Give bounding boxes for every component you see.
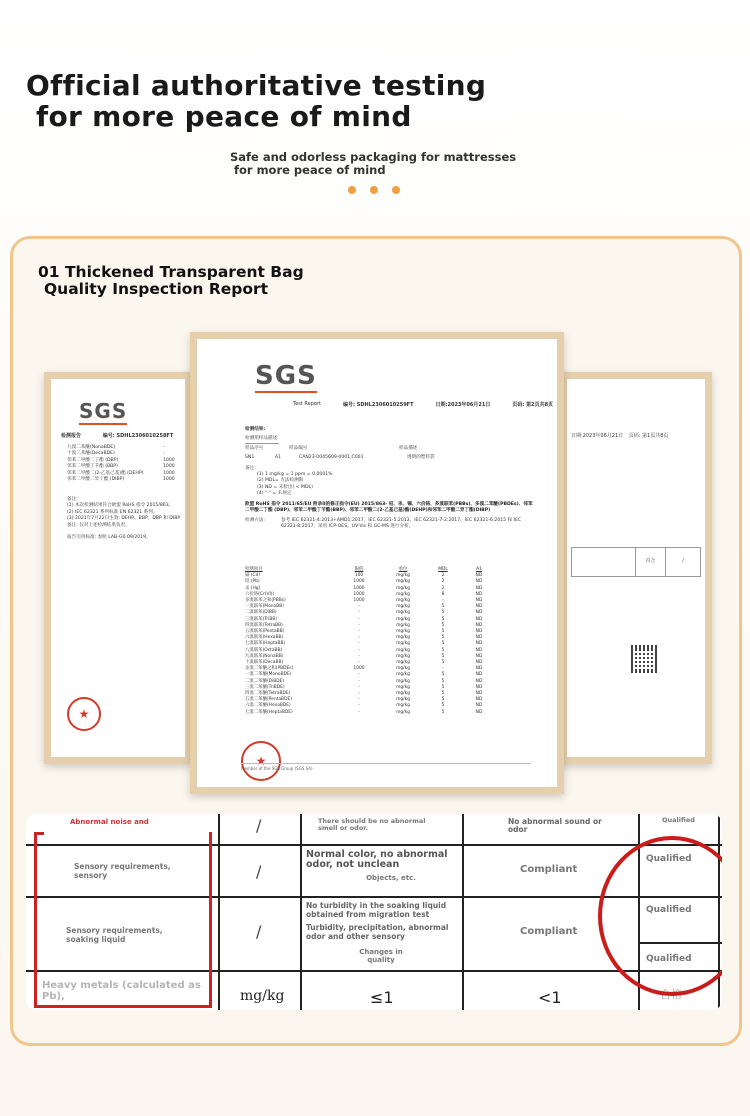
- row3-label: Heavy metals (calculated as Pb),: [42, 980, 201, 1002]
- method-label: 检测方法:: [245, 517, 265, 523]
- report-left-cell: 邻苯二甲酸丁苄酯 (BBP): [67, 464, 118, 470]
- results-table-cell: 5: [441, 629, 445, 635]
- results-table-cell: 六价铬(Cr(VI)): [245, 591, 275, 597]
- row0-result: No abnormal sound or odor: [508, 817, 602, 834]
- decorative-dots: [348, 186, 400, 194]
- report-right-table: [571, 547, 701, 577]
- report-label: Test Report: [293, 401, 322, 407]
- results-table-cell: mg/kg: [396, 622, 410, 628]
- results-table-cell: ND: [475, 635, 483, 641]
- results-table-cell: -: [358, 691, 360, 697]
- report-left-cell: 九溴二苯醚(NonaBDE): [67, 445, 116, 450]
- highlight-box: [34, 832, 212, 1008]
- results-table-cell: 5: [441, 672, 445, 678]
- results-table-cell: 1000: [353, 666, 365, 672]
- method-text: 参考 IEC 62321-4:2013+AMD1:2017、IEC 62321-5:2013、IEC 62321-7-2:2017、IEC 62321-6:2015 和 IEC 62321-8:2017，采用 ICP-OES、UV-Vis 和 GC-MS 进行分析。: [281, 517, 522, 529]
- report-document-right: [560, 372, 712, 764]
- report-left-cell: 1000: [163, 477, 175, 483]
- row0-verdict: Qualified: [662, 816, 695, 824]
- results-table-cell: mg/kg: [396, 629, 410, 635]
- report-left-note: 备注: 仅对上述检测结果负责。: [67, 522, 130, 528]
- results-table-cell: -: [358, 616, 360, 622]
- results-table-cell: -: [358, 635, 360, 641]
- results-table-cell: 检测项目: [245, 567, 263, 572]
- note-title: 备注:: [245, 465, 256, 471]
- sgs-logo: SGS: [79, 399, 128, 423]
- section-title: [38, 264, 304, 298]
- report-right-date: 日期:2023年06月21日: [571, 433, 624, 439]
- report-left-cell: 1000: [163, 464, 175, 470]
- results-table-cell: mg/kg: [396, 709, 410, 715]
- results-table-cell: -: [358, 647, 360, 653]
- section-title-line2: Quality Inspection Report: [44, 280, 269, 298]
- results-table-cell: 5: [441, 647, 445, 653]
- results-table-cell: 8: [441, 591, 445, 597]
- results-table-cell: mg/kg: [396, 697, 410, 703]
- report-left-notes: [67, 497, 180, 529]
- report-left-title: 检测报告: [61, 433, 82, 439]
- sample-code: A1: [275, 455, 282, 461]
- sample-id-header: 样品编号: [289, 445, 308, 451]
- results-table-cell: 1000: [353, 579, 365, 585]
- row3-limit: ≤1: [370, 988, 394, 1007]
- results-table-cell: -: [358, 622, 360, 628]
- row0-label: Abnormal noise and: [70, 818, 149, 826]
- results-table-cell: 汞 (Hg): [245, 585, 261, 591]
- results-table-cell: 多溴联苯之和(PBBs): [245, 598, 286, 604]
- results-table: [245, 567, 505, 716]
- results-table-cell: 5: [441, 610, 445, 616]
- note-line: (2) MDL= 方法检测限: [257, 478, 304, 484]
- results-table-cell: mg/kg: [396, 653, 410, 659]
- section-title-line1: 01 Thickened Transparent Bag: [38, 263, 304, 281]
- results-table-cell: 铅 (Pb): [245, 579, 260, 585]
- results-table-cell: ND: [475, 616, 483, 622]
- row1-result: Compliant: [520, 864, 578, 875]
- results-table-cell: 5: [441, 635, 445, 641]
- headline-line2: for more peace of mind: [36, 100, 412, 133]
- report-left-note: (1) 本次检测结果符合欧盟 RoHS 指令 2015/863。: [67, 503, 174, 509]
- report-footer: Member of the SGS Group (SGS SA): [241, 763, 531, 771]
- report-right-slash: /: [682, 558, 684, 564]
- report-left-cell: 邻苯二甲酸二丁酯 (DBP): [67, 457, 119, 463]
- results-table-cell: mg/kg: [396, 635, 410, 641]
- note-line: (4) "-" = 未规定: [257, 491, 292, 497]
- results-table-cell: ND: [475, 629, 483, 635]
- dot-icon: [392, 186, 400, 194]
- results-table-cell: ND: [475, 604, 483, 610]
- results-table-row: [245, 710, 505, 716]
- results-table-cell: ND: [475, 678, 483, 684]
- results-table-cell: ND: [475, 641, 483, 647]
- report-document-left: [44, 372, 192, 764]
- subheading-line1: Safe and odorless packaging for mattresses: [230, 150, 517, 164]
- results-table-cell: mg/kg: [396, 647, 410, 653]
- results-table-cell: -: [442, 666, 444, 672]
- report-left-footer: 报告引用标准: 参照 LAB-G0.09/2019。: [67, 535, 151, 540]
- results-table-cell: ND: [475, 598, 483, 604]
- results-table-cell: ND: [475, 610, 483, 616]
- results-table-cell: mg/kg: [396, 703, 410, 709]
- results-table-cell: ND: [475, 709, 483, 715]
- row2-verdict: Qualified: [646, 905, 692, 915]
- results-table-cell: 5: [441, 684, 445, 690]
- results-table-cell: mg/kg: [396, 660, 410, 666]
- results-table-cell: 四溴联苯(TetraBB): [245, 622, 283, 628]
- sample-ref: CAN23-0045609-0001.C001: [299, 455, 364, 461]
- row2-verdict: Qualified: [646, 954, 692, 964]
- report-body: [245, 427, 535, 530]
- report-right-result: 符合: [636, 548, 666, 576]
- inspection-stamp-icon: [598, 836, 722, 996]
- results-table-cell: 七溴二苯醚(HeptaBDE): [245, 709, 293, 715]
- note-line: (3) ND = 未检出( < MDL): [257, 484, 313, 490]
- results-table-cell: 5: [441, 616, 445, 622]
- results-table-cell: 九溴联苯(NonaBB): [245, 653, 284, 659]
- results-table-cell: 一溴二苯醚(MonoBDE): [245, 672, 292, 678]
- results-table-cell: mg/kg: [396, 684, 410, 690]
- results-table-cell: 二溴二苯醚(DiBDE): [245, 678, 285, 684]
- sample-desc: 透明的塑料袋: [407, 455, 435, 461]
- results-table-cell: 5: [441, 660, 445, 666]
- report-left-note: (3) 2021年7月22日生效: DEHP、BBP、DBP 和 DIBP: [67, 516, 181, 522]
- results-table-cell: mg/kg: [396, 573, 410, 579]
- results-table-cell: 四溴二苯醚(TetraBDE): [245, 691, 291, 697]
- results-table-cell: 2: [441, 579, 445, 585]
- report-left-rows: [67, 445, 187, 483]
- results-table-cell: 三溴二苯醚(TriBDE): [245, 684, 285, 690]
- results-table-cell: -: [358, 684, 360, 690]
- row3-unit: mg/kg: [240, 988, 285, 1004]
- subheading-line2: for more peace of mind: [234, 163, 386, 177]
- sample-no: SN1: [245, 455, 255, 461]
- results-table-cell: 5: [441, 653, 445, 659]
- results-table-cell: 1000: [353, 591, 365, 597]
- results-table-cell: 七溴联苯(HeptaBB): [245, 641, 286, 647]
- results-table-cell: mg/kg: [396, 598, 410, 604]
- subheading: [230, 151, 516, 177]
- results-table-cell: 十溴联苯(DecaBB): [245, 660, 284, 666]
- report-right-page: 页码: 第1页共8页: [628, 433, 669, 439]
- row0-slash: /: [256, 816, 262, 835]
- results-table-cell: mg/kg: [396, 585, 410, 591]
- results-table-cell: 1000: [353, 598, 365, 604]
- report-page: 页码: 第2页共8页: [512, 402, 554, 408]
- report-left-cell: -: [163, 451, 165, 457]
- result-title: 检测结果:: [245, 427, 266, 432]
- report-left-note: (2) IEC 62321 系列标准 EN 62321 系列。: [67, 509, 158, 515]
- sample-desc-title: 检测用样品描述:: [245, 436, 279, 443]
- row1-label: Sensory requirements, sensory: [74, 862, 171, 880]
- inspection-table: [26, 814, 722, 1010]
- results-table-cell: 六溴联苯(HexaBB): [245, 635, 284, 641]
- results-table-cell: -: [358, 604, 360, 610]
- results-table-cell: -: [358, 610, 360, 616]
- results-table-cell: 二溴联苯(DiBB): [245, 610, 277, 616]
- results-table-cell: 5: [441, 678, 445, 684]
- results-table-cell: -: [358, 709, 360, 715]
- report-left-row: [67, 477, 187, 483]
- row3-result: <1: [538, 988, 562, 1007]
- results-table-cell: 2: [441, 573, 445, 579]
- report-left-cell: 十溴二苯醚(DecaBDE): [67, 451, 115, 457]
- red-seal-icon: ★: [67, 697, 101, 731]
- results-table-cell: ND: [475, 660, 483, 666]
- results-table-cell: 1000: [353, 585, 365, 591]
- results-table-cell: 八溴联苯(OctaBB): [245, 647, 283, 653]
- results-table-cell: 5: [441, 604, 445, 610]
- results-table-cell: ND: [475, 703, 483, 709]
- results-table-cell: 镉 (Cd): [245, 573, 261, 579]
- results-table-cell: mg/kg: [396, 666, 410, 672]
- sample-no-header: 样品序号: [245, 445, 264, 451]
- results-table-cell: 5: [441, 703, 445, 709]
- results-table-cell: 5: [441, 641, 445, 647]
- results-table-cell: ND: [475, 684, 483, 690]
- headline-line1: Official authoritative testing: [26, 69, 487, 102]
- row3-verdict: 合格: [660, 988, 682, 1001]
- results-table-cell: mg/kg: [396, 672, 410, 678]
- results-table-cell: 限值: [354, 567, 364, 572]
- dot-icon: [370, 186, 378, 194]
- red-seal-icon: ★: [241, 741, 281, 781]
- results-table-cell: MDL: [438, 567, 448, 572]
- row2-result: Compliant: [520, 926, 578, 937]
- qr-code-icon: [631, 645, 659, 673]
- results-table-cell: 五溴二苯醚(PentaBDE): [245, 697, 292, 703]
- results-table-cell: mg/kg: [396, 641, 410, 647]
- results-table-cell: ND: [475, 691, 483, 697]
- sample-desc-header: 样品描述: [399, 445, 418, 451]
- row2-slash: /: [256, 922, 262, 941]
- results-table-cell: mg/kg: [396, 591, 410, 597]
- results-table-cell: -: [358, 629, 360, 635]
- results-table-cell: 单位: [398, 567, 408, 572]
- results-table-cell: ND: [475, 666, 483, 672]
- row1-requirement-extra: Objects, etc.: [366, 874, 416, 882]
- hazard-text: 欧盟 RoHS 指令 2011/65/EU 附录II的修正指令(EU) 2015/863- 铅、汞、镉、六价铬、多溴联苯(PBBs)、多溴二苯醚(PBDEs)、邻苯二甲酸二丁酯 (DBP)、邻苯二甲酸丁苄酯(BBP)、邻苯二甲酸二(2-乙基己基)酯(DEHP)和邻苯二甲酸二异丁酯(DIBP): [245, 501, 533, 513]
- report-left-cell: 邻苯二甲酸二(2-乙基己基)酯 (DEHP): [67, 470, 144, 476]
- results-table-cell: ND: [475, 697, 483, 703]
- report-left-cell: 邻苯二甲酸二异丁酯 (DIBP): [67, 477, 125, 483]
- results-table-cell: ND: [475, 672, 483, 678]
- report-left-cell: 1000: [163, 470, 175, 476]
- report-left-number: 编号: SDHL2306010258FT: [102, 433, 174, 439]
- results-table-cell: -: [358, 653, 360, 659]
- results-table-cell: -: [358, 641, 360, 647]
- results-table-cell: ND: [475, 647, 483, 653]
- dot-icon: [348, 186, 356, 194]
- report-left-cell: 1000: [163, 457, 175, 463]
- headline: [26, 70, 486, 132]
- results-table-cell: mg/kg: [396, 579, 410, 585]
- results-table-cell: 5: [441, 691, 445, 697]
- results-table-cell: ND: [475, 573, 483, 579]
- results-table-cell: 多溴二苯醚之和(PBDEs): [245, 666, 294, 672]
- results-table-cell: 100: [354, 573, 364, 579]
- results-table-cell: 2: [441, 585, 445, 591]
- results-table-cell: ND: [475, 653, 483, 659]
- results-table-cell: 六溴二苯醚(HexaBDE): [245, 703, 291, 709]
- results-table-cell: ND: [475, 585, 483, 591]
- row2-requirement-extra: Turbidity, precipitation, abnormal odor and other sensory: [306, 923, 449, 941]
- report-document-main: [190, 332, 564, 794]
- report-header: [293, 401, 553, 408]
- row2-requirement: No turbidity in the soaking liquid obtained from migration test: [306, 901, 447, 919]
- results-table-cell: ND: [475, 622, 483, 628]
- results-table-cell: 三溴联苯(TriBB): [245, 616, 278, 622]
- row1-slash: /: [256, 862, 262, 881]
- results-table-cell: 5: [441, 622, 445, 628]
- row1-requirement: Normal color, no abnormal odor, not unclean: [306, 849, 448, 870]
- results-table-cell: mg/kg: [396, 616, 410, 622]
- results-table-cell: -: [358, 678, 360, 684]
- results-table-cell: 5: [441, 709, 445, 715]
- sgs-logo: SGS: [255, 361, 317, 391]
- report-date: 日期:2023年06月21日: [435, 402, 491, 408]
- report-left-cell: -: [163, 445, 165, 450]
- results-table-cell: 5: [441, 697, 445, 703]
- results-table-cell: A1: [476, 567, 482, 572]
- row0-requirement: There should be no abnormal smell or odor.: [318, 817, 426, 832]
- row1-verdict: Qualified: [646, 854, 692, 864]
- results-table-cell: -: [358, 672, 360, 678]
- results-table-cell: mg/kg: [396, 691, 410, 697]
- results-table-cell: mg/kg: [396, 678, 410, 684]
- row2-label: Sensory requirements, soaking liquid: [66, 926, 163, 944]
- report-number: 编号: SDHL2306010259FT: [343, 402, 414, 408]
- results-table-cell: -: [358, 660, 360, 666]
- row2-requirement-extra2: Changes in quality: [359, 948, 403, 964]
- results-table-cell: mg/kg: [396, 610, 410, 616]
- report-left-notes-title: 备注:: [67, 497, 78, 502]
- results-table-cell: 五溴联苯(PentaBB): [245, 629, 285, 635]
- results-table-cell: -: [442, 598, 444, 604]
- note-line: (1) 1 mg/kg = 1 ppm = 0.0001%: [257, 472, 333, 478]
- results-table-cell: ND: [475, 579, 483, 585]
- results-table-cell: ND: [475, 591, 483, 597]
- results-table-cell: mg/kg: [396, 604, 410, 610]
- results-table-cell: 一溴联苯(MonoBB): [245, 604, 284, 610]
- results-table-cell: -: [358, 703, 360, 709]
- results-table-cell: -: [358, 697, 360, 703]
